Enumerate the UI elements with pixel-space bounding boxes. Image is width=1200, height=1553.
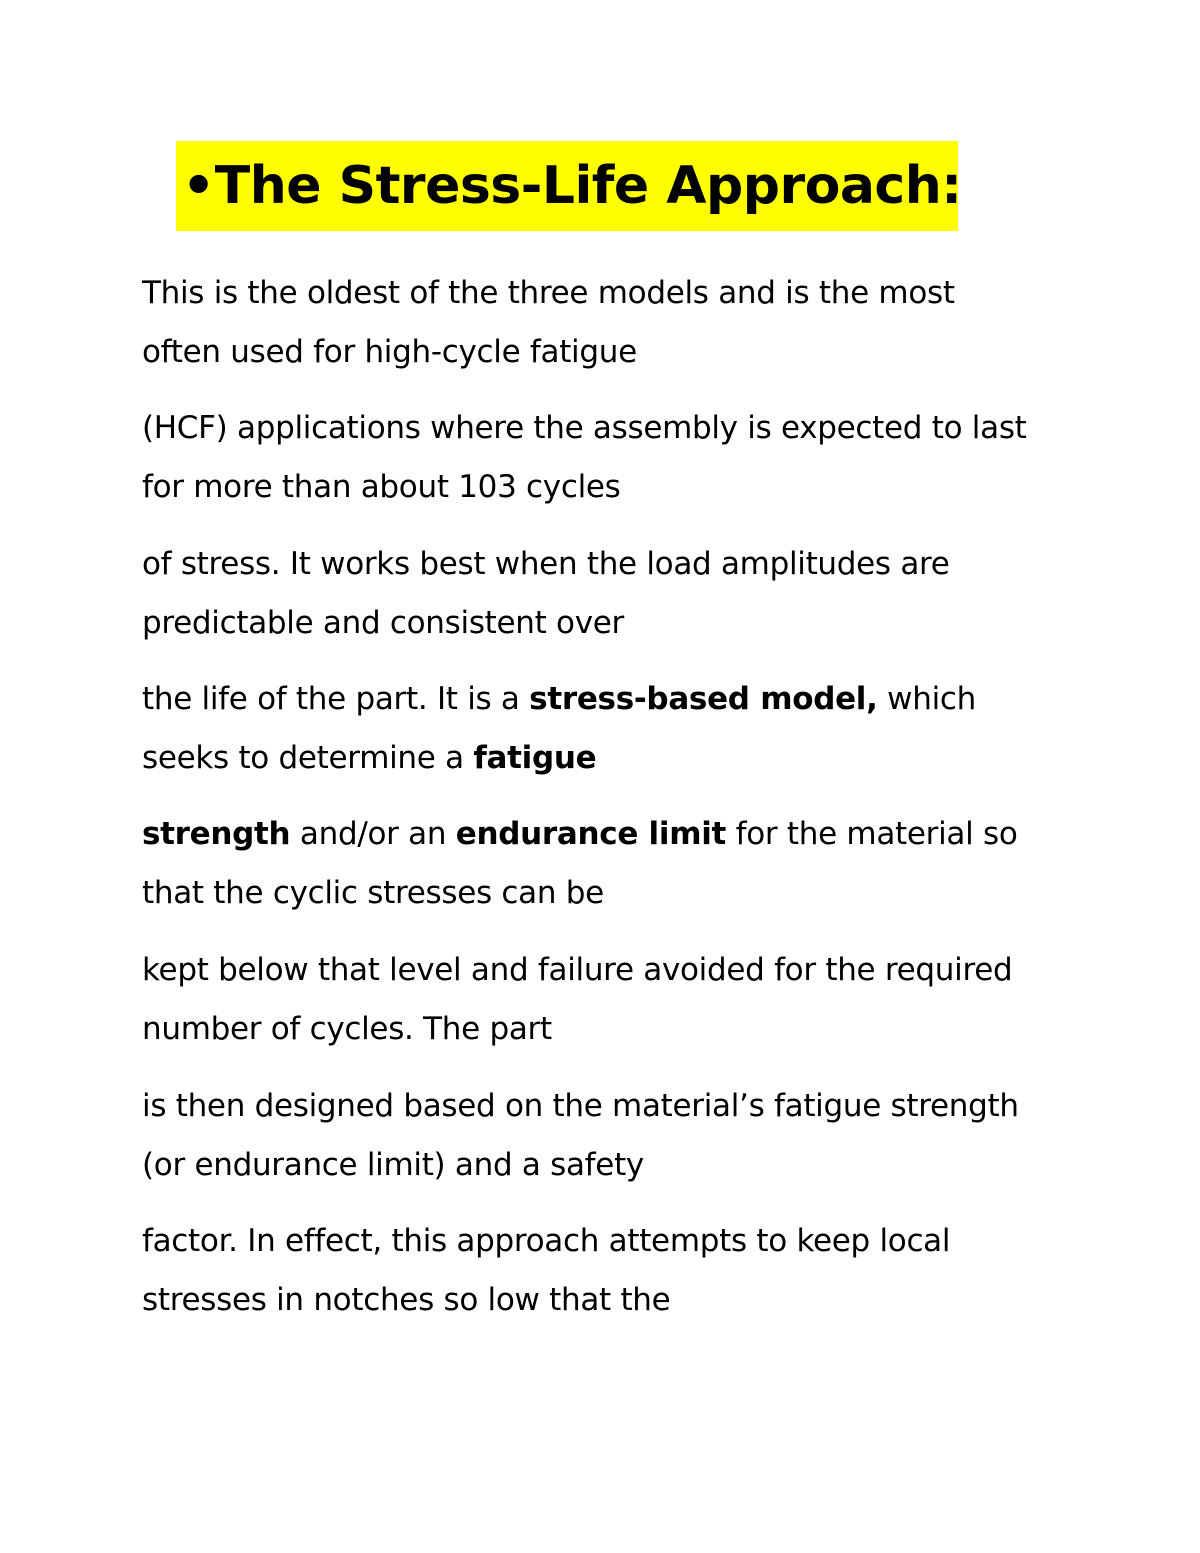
paragraph: [142, 1212, 1102, 1330]
bold-term: endurance limit: [455, 816, 727, 852]
paragraph: [142, 805, 1102, 923]
text-line: for more than about 103 cycles: [142, 469, 621, 505]
text-run: and/or an: [290, 816, 456, 852]
paragraph: [142, 535, 1102, 653]
text-run: seeks to determine a: [142, 740, 474, 776]
bullet-icon: •: [182, 156, 215, 216]
text-line: that the cyclic stresses can be: [142, 875, 604, 911]
paragraph: [142, 264, 1102, 382]
text-run: the life of the part. It is a: [142, 681, 530, 717]
paragraph: [142, 399, 1102, 517]
text-run: for the material so: [726, 816, 1018, 852]
text-line: This is the oldest of the three models and is the most: [142, 275, 955, 311]
paragraph: [142, 670, 1102, 788]
text-line: predictable and consistent over: [142, 605, 624, 641]
text-line: stresses in notches so low that the: [142, 1282, 671, 1318]
text-line: number of cycles. The part: [142, 1011, 552, 1047]
text-line: [142, 805, 1102, 864]
paragraph: [142, 1077, 1102, 1195]
text-run: which: [877, 681, 976, 717]
section-heading: [176, 141, 962, 231]
text-line: [142, 729, 1102, 788]
text-line: often used for high-cycle fatigue: [142, 334, 637, 370]
text-line: kept below that level and failure avoided for the required: [142, 952, 1013, 988]
bold-term: stress-based model,: [529, 681, 878, 717]
text-line: of stress. It works best when the load amplitudes are: [142, 546, 950, 582]
text-line: factor. In effect, this approach attempts to keep local: [142, 1223, 951, 1259]
heading-text: The Stress-Life Approach:: [214, 156, 962, 216]
text-line: (HCF) applications where the assembly is expected to last: [142, 410, 1027, 446]
paragraph: [142, 941, 1102, 1059]
text-line: [142, 670, 1102, 729]
text-line: (or endurance limit) and a safety: [142, 1147, 644, 1183]
text-line: is then designed based on the material’s fatigue strength: [142, 1088, 1019, 1124]
bold-term: fatigue: [473, 740, 597, 776]
bold-term: strength: [142, 816, 291, 852]
